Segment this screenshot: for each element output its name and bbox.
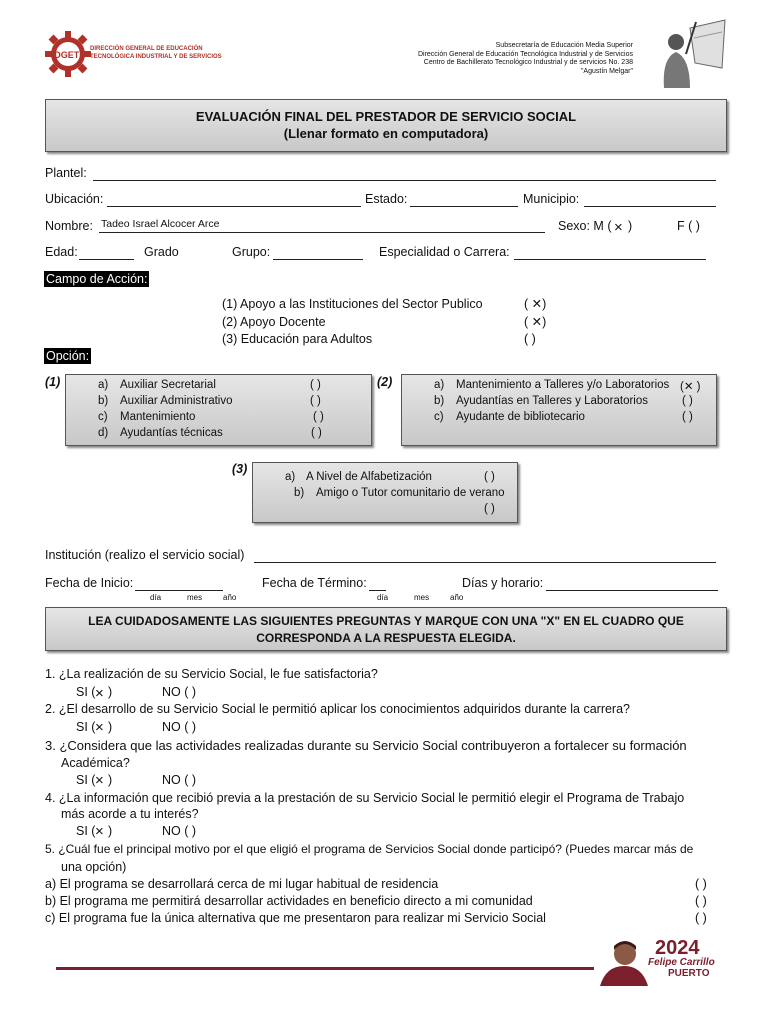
ubicacion-label: Ubicación: — [45, 192, 104, 206]
q2-si: SI ( — [76, 720, 96, 734]
question-1: 1. ¿La realización de su Servicio Social, le fue satisfactoria? — [45, 667, 378, 681]
question-3: 3. ¿Considera que las actividades realizadas durante su Servicio Social contribuyeron a fortalecer su formación — [45, 738, 687, 753]
g2-letter-a: a) — [434, 379, 445, 391]
ubicacion-field[interactable] — [107, 206, 361, 207]
footer-line — [56, 967, 594, 970]
q4-si-close: ) — [108, 824, 113, 838]
g2-mark-a[interactable]: (✕ ) — [680, 381, 701, 393]
dias-horario-field[interactable] — [546, 590, 718, 591]
inicio-anio: año — [223, 593, 237, 602]
q2-si-mark[interactable]: × — [95, 719, 104, 736]
g1-mark-d[interactable]: ( ) — [311, 427, 322, 439]
especialidad-field[interactable] — [514, 259, 706, 260]
question-4-cont: más acorde a tu interés? — [61, 807, 199, 821]
g1-mark-c[interactable]: ( ) — [313, 411, 324, 423]
grado-label: Grado — [144, 245, 179, 259]
form-title: EVALUACIÓN FINAL DEL PRESTADOR DE SERVICIO SOCIAL — [195, 109, 577, 124]
q1-si-close: ) — [108, 685, 113, 699]
form-subtitle: (Llenar formato en computadora) — [283, 126, 489, 141]
q5-option-c: c) El programa fue la única alternativa que me presentaron para realizar mi Servicio Social — [45, 911, 546, 925]
inicio-dia: día — [150, 593, 162, 602]
q1-si-mark[interactable]: × — [95, 685, 104, 702]
instructions-box — [45, 607, 727, 651]
q5-option-b: b) El programa me permitirá desarrollar actividades en beneficio directo a mi comunidad — [45, 894, 533, 908]
g2-text-c: Ayudante de bibliotecario — [456, 411, 585, 423]
nombre-value[interactable]: Tadeo Israel Alcocer Arce — [101, 218, 220, 230]
header-line: "Agustín Melgar" — [580, 67, 633, 75]
plantel-field[interactable] — [93, 180, 716, 181]
estado-label: Estado: — [365, 192, 408, 206]
q4-si-mark[interactable]: × — [95, 823, 104, 840]
heroine-illustration-icon — [650, 18, 728, 90]
municipio-field[interactable] — [584, 206, 716, 207]
nombre-field[interactable] — [99, 232, 545, 233]
fecha-inicio-field[interactable] — [135, 590, 223, 591]
g2-text-b: Ayudantías en Talleres y Laboratorios — [456, 395, 649, 407]
sexo-m-close: ) — [628, 219, 633, 233]
q5-mark-a[interactable]: ( ) — [695, 877, 707, 891]
g2-letter-c: c) — [434, 411, 444, 423]
g3-mark-a[interactable]: ( ) — [484, 471, 495, 483]
footer-name-2: PUERTO — [668, 968, 710, 979]
sexo-f-checkbox[interactable]: F ( ) — [677, 219, 700, 233]
g1-letter-c: c) — [98, 411, 108, 423]
title-box — [45, 99, 727, 152]
q4-si: SI ( — [76, 824, 96, 838]
termino-anio: año — [450, 593, 464, 602]
g1-text-c: Mantenimiento — [120, 411, 196, 423]
estado-field[interactable] — [410, 206, 518, 207]
q5-option-a: a) El programa se desarrollará cerca de mi lugar habitual de residencia — [45, 877, 439, 891]
campo-item-2: (2) Apoyo Docente — [222, 315, 326, 329]
question-3-cont: Académica? — [61, 756, 130, 770]
g2-mark-b[interactable]: ( ) — [682, 395, 693, 407]
q2-no[interactable]: NO ( ) — [162, 720, 197, 734]
g1-text-d: Ayudantías técnicas — [120, 427, 223, 439]
question-5-cont: una opción) — [61, 860, 127, 874]
institucion-label: Institución (realizo el servicio social) — [45, 548, 245, 562]
portrait-icon — [598, 936, 652, 988]
header-institution-text — [418, 42, 633, 76]
fecha-inicio-label: Fecha de Inicio: — [45, 576, 134, 590]
g1-text-a: Auxiliar Secretarial — [120, 379, 216, 391]
group1-label: (1) — [45, 375, 61, 389]
g1-letter-b: b) — [98, 395, 109, 407]
municipio-label: Municipio: — [523, 192, 580, 206]
q2-si-close: ) — [108, 720, 113, 734]
q4-no[interactable]: NO ( ) — [162, 824, 197, 838]
institucion-field[interactable] — [254, 562, 716, 563]
question-4: 4. ¿La información que recibió previa a la prestación de su Servicio Social le permitió elegir el Programa de Trabajo — [45, 791, 685, 805]
inicio-mes: mes — [187, 593, 203, 602]
fecha-termino-field[interactable] — [369, 590, 386, 591]
sexo-m-mark[interactable]: × — [614, 219, 623, 236]
q3-no[interactable]: NO ( ) — [162, 773, 197, 787]
opcion-heading: Opción: — [46, 349, 90, 363]
campo-mark-2[interactable]: ( ✕) — [524, 315, 547, 329]
header-line: Dirección General de Educación Tecnológica Industrial y de Servicios — [417, 50, 633, 58]
dgeti-logo — [44, 30, 224, 80]
g1-letter-a: a) — [98, 379, 109, 391]
nombre-label: Nombre: — [45, 219, 93, 233]
g3-text-a: A Nivel de Alfabetización — [306, 471, 432, 483]
g3-letter-a: a) — [285, 471, 296, 483]
gear-icon — [44, 30, 92, 78]
g3-letter-b: b) — [294, 487, 305, 499]
g2-letter-b: b) — [434, 395, 445, 407]
edad-label: Edad: — [45, 245, 78, 259]
footer-year: 2024 — [655, 937, 700, 959]
g1-letter-d: d) — [98, 427, 109, 439]
g2-text-a: Mantenimiento a Talleres y/o Laboratorios — [456, 379, 670, 391]
g3-mark-b[interactable]: ( ) — [484, 503, 495, 515]
footer-name-1: Felipe Carrillo — [648, 957, 715, 968]
campo-mark-1[interactable]: ( ✕) — [524, 297, 547, 311]
q1-si: SI ( — [76, 685, 96, 699]
termino-mes: mes — [414, 593, 430, 602]
logo-text-2: TECNOLÓGICA INDUSTRIAL Y DE SERVICIOS — [90, 54, 222, 60]
g3-text-b: Amigo o Tutor comunitario de verano — [316, 487, 505, 499]
g1-text-b: Auxiliar Administrativo — [120, 395, 233, 407]
sexo-label: Sexo: M ( — [558, 219, 612, 233]
campo-mark-3[interactable]: ( ) — [524, 332, 536, 346]
q5-mark-c[interactable]: ( ) — [695, 911, 707, 925]
dias-horario-label: Días y horario: — [462, 576, 544, 590]
group3-label: (3) — [232, 462, 248, 476]
g2-mark-c[interactable]: ( ) — [682, 411, 693, 423]
g1-mark-a[interactable]: ( ) — [310, 379, 321, 391]
campo-item-3: (3) Educación para Adultos — [222, 332, 373, 346]
instructions-line-2: CORRESPONDA A LA RESPUESTA ELEGIDA. — [256, 631, 516, 645]
g1-mark-b[interactable]: ( ) — [310, 395, 321, 407]
grupo-field[interactable] — [273, 259, 363, 260]
q3-si: SI ( — [76, 773, 96, 787]
campo-item-1: (1) Apoyo a las Instituciones del Sector Publico — [222, 297, 483, 311]
q3-si-close: ) — [108, 773, 113, 787]
q3-si-mark[interactable]: × — [95, 772, 104, 789]
svg-text:DGETI: DGETI — [54, 50, 82, 60]
fecha-termino-label: Fecha de Término: — [262, 576, 367, 590]
termino-dia: día — [377, 593, 389, 602]
header-line: Centro de Bachillerato Tecnológico Industrial y de servicios No. 238 — [423, 59, 633, 66]
instructions-line-1: LEA CUIDADOSAMENTE LAS SIGUIENTES PREGUNTAS Y MARQUE CON UNA "X" EN EL CUADRO QUE — [88, 614, 684, 628]
q1-no[interactable]: NO ( ) — [162, 685, 197, 699]
logo-text-1: DIRECCIÓN GENERAL DE EDUCACIÓN — [90, 46, 203, 52]
question-2: 2. ¿El desarrollo de su Servicio Social le permitió aplicar los conocimientos adquiridos durante la carrera? — [45, 702, 631, 716]
especialidad-label: Especialidad o Carrera: — [379, 245, 510, 259]
edad-field[interactable] — [79, 259, 134, 260]
campo-accion-heading: Campo de Acción: — [46, 272, 148, 286]
header-line: Subsecretaría de Educación Media Superior — [495, 42, 633, 49]
question-5: 5. ¿Cuál fue el principal motivo por el que eligió el programa de Servicios Social donde participó? (Puedes marcar más de — [45, 842, 694, 856]
q5-mark-b[interactable]: ( ) — [695, 894, 707, 908]
grupo-label: Grupo: — [232, 245, 271, 259]
group2-label: (2) — [377, 375, 393, 389]
plantel-label: Plantel: — [45, 166, 87, 180]
